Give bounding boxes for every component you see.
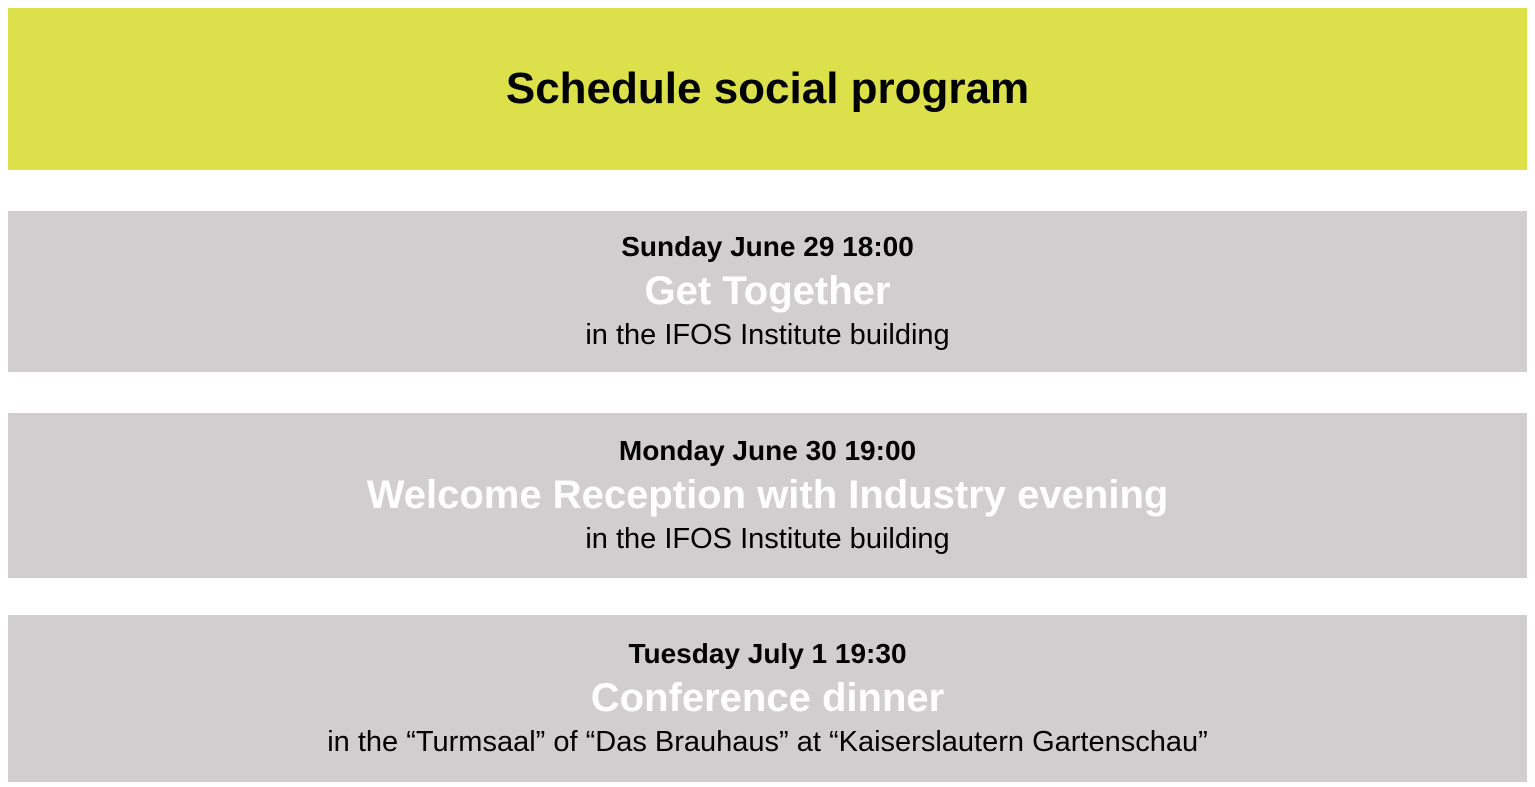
event-date: Tuesday July 1 19:30 xyxy=(628,638,907,670)
event-location: in the IFOS Institute building xyxy=(585,523,950,556)
event-location: in the IFOS Institute building xyxy=(585,319,950,352)
event-card-conference-dinner xyxy=(8,615,1527,782)
page-title: Schedule social program xyxy=(505,64,1030,113)
event-date: Monday June 30 19:00 xyxy=(618,435,917,467)
event-title: Conference dinner xyxy=(590,676,945,721)
event-card-welcome-reception xyxy=(8,413,1527,578)
event-location: in the “Turmsaal” of “Das Brauhaus” at “Kaiserslautern Gartenschau” xyxy=(327,726,1208,759)
event-card-get-together xyxy=(8,211,1527,372)
event-date: Sunday June 29 18:00 xyxy=(621,231,914,263)
header-banner xyxy=(8,8,1527,170)
event-title: Welcome Reception with Industry evening xyxy=(366,473,1169,518)
event-title: Get Together xyxy=(644,269,891,314)
